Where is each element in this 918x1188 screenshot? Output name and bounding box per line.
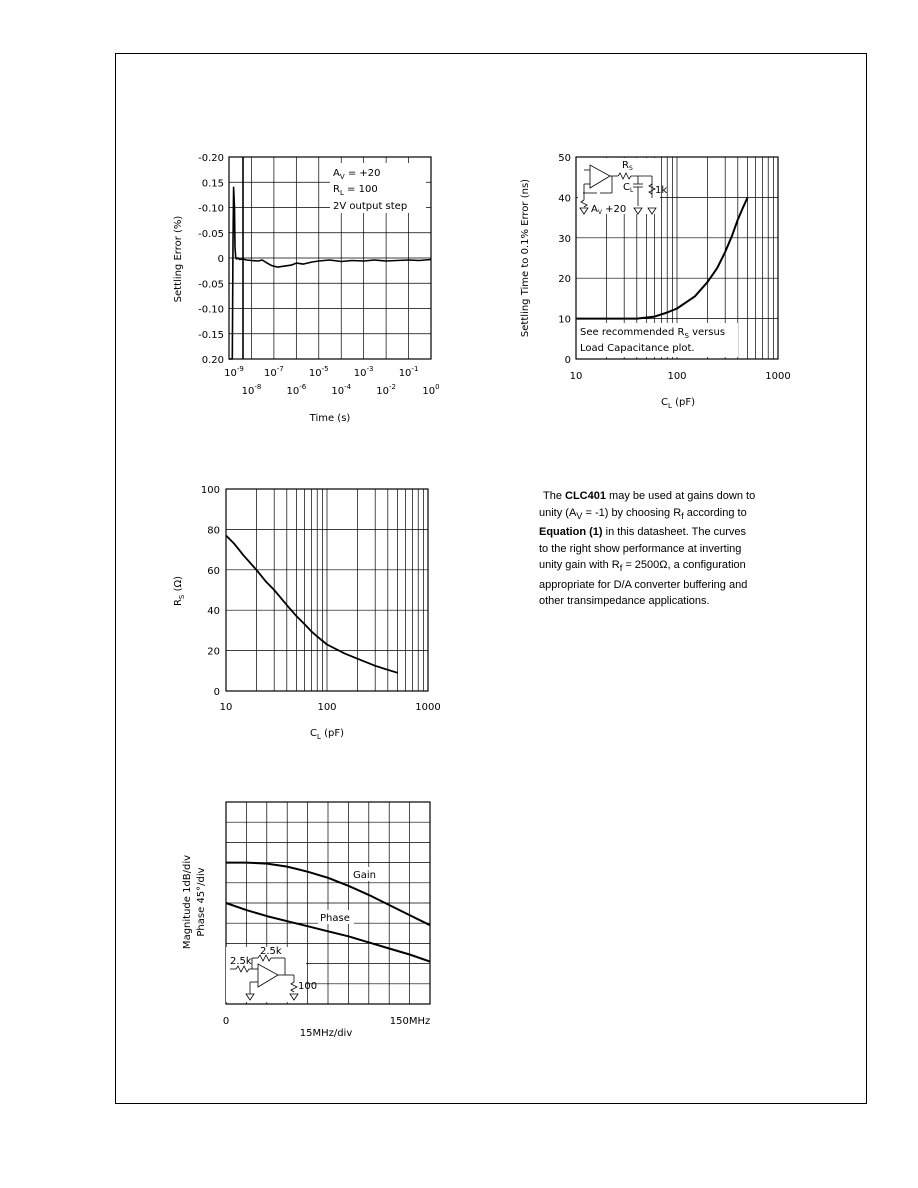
inset-label: $C_L$ (623, 182, 634, 194)
y-tick-label: -0.05 (198, 228, 224, 240)
y-tick-label: -0.10 (198, 203, 224, 215)
legend-line-load: $R_L = 100$ (333, 184, 378, 197)
note-line: Equation (1) in this datasheet. The curves (539, 526, 747, 539)
y-axis-label: Settling Error (%) (173, 215, 184, 303)
application-note (539, 488, 779, 610)
x-tick-label: $10^{-1}$ (398, 365, 419, 379)
y-tick-label: 0 (217, 254, 224, 265)
legend-line-step: 2V output step (333, 201, 408, 212)
y-tick-label: -0.15 (198, 329, 224, 341)
y-tick-label: -0.20 (198, 153, 224, 164)
tick-labels (223, 1016, 430, 1027)
inset-label: 2.5k (260, 946, 282, 957)
y-axis-label: Settling Time to 0.1% Error (ns) (520, 178, 531, 338)
inset-label: $A_V +20$ (591, 204, 627, 216)
y-tick-label: 30 (558, 233, 571, 245)
y-tick-label: 40 (558, 193, 571, 205)
x-axis-label: $C_L$ (pF) (310, 728, 344, 741)
inset-label: $R_S$ (622, 160, 633, 172)
y-tick-label: 20 (558, 274, 571, 286)
y-tick-label: -0.05 (198, 279, 224, 291)
y-axis-label-2: Phase 45°/div (196, 867, 207, 937)
y-tick-label: 40 (207, 606, 220, 618)
inset-label: 1k (655, 185, 668, 196)
y-tick-label: 0.20 (201, 355, 224, 366)
y-tick-label: 0 (564, 355, 571, 366)
note-line: other transimpedance applications. (539, 595, 710, 608)
series-label-phase: Phase (320, 913, 350, 924)
annotation-line-2: Load Capacitance plot. (580, 343, 695, 354)
x-tick-label: $10^{-4}$ (331, 383, 352, 397)
y-tick-label: 60 (207, 565, 220, 577)
x-tick-label: 0 (222, 1016, 230, 1027)
y-tick-label: -0.10 (198, 304, 224, 316)
x-tick-label: $10^{-7}$ (264, 365, 284, 379)
x-tick-label: 10 (569, 371, 583, 382)
x-tick-label: 10 (219, 702, 233, 713)
x-tick-label: $10^{-3}$ (353, 365, 374, 379)
x-tick-label: $10^{-6}$ (286, 383, 307, 397)
x-tick-label: 150MHz (389, 1016, 431, 1027)
inset-label: 100 (298, 981, 318, 992)
y-tick-label: 80 (207, 525, 220, 537)
note-line: unity gain with $R_f = 2500\Omega$, a configuration (539, 559, 746, 574)
x-tick-label: $10^{-8}$ (241, 383, 262, 397)
y-axis-label: $R_S$ (Ω) (173, 575, 186, 607)
x-tick-label: 1000 (415, 702, 441, 713)
note-line: The CLC401 may be used at gains down to (543, 490, 756, 502)
x-tick-label: 1000 (765, 371, 791, 382)
y-tick-label: 0 (213, 687, 220, 698)
y-axis-label: Magnitude 1dB/div (182, 854, 193, 950)
x-tick-label: $10^{-9}$ (224, 365, 244, 379)
x-tick-label: 100 (317, 702, 337, 713)
legend-line-gain: $A_V = +20$ (333, 168, 381, 181)
x-axis-label: 15MHz/div (299, 1028, 353, 1039)
y-tick-label: 10 (558, 314, 571, 326)
y-tick-label: 50 (558, 153, 571, 164)
x-axis-label: Time (s) (309, 413, 351, 424)
note-line: to the right show performance at inverting (539, 542, 742, 555)
annotation-line-1: See recommended $R_S$ versus (580, 327, 726, 340)
x-axis-label: $C_L$ (pF) (661, 397, 695, 410)
x-tick-label: $10^{-5}$ (308, 365, 329, 379)
x-tick-label: 100 (667, 371, 687, 382)
x-tick-label: $10^0$ (422, 383, 440, 397)
y-tick-label: 0.15 (201, 178, 224, 190)
inset-label: 2.5k (230, 956, 252, 967)
note-line: appropriate for D/A converter buffering and (539, 578, 748, 591)
x-tick-label: $10^{-2}$ (376, 383, 396, 397)
y-tick-label: 100 (200, 485, 220, 496)
y-tick-label: 20 (207, 646, 220, 658)
note-line: unity $(A_V = -1)$ by choosing $R_f$ according to (539, 506, 747, 521)
series-label-gain: Gain (353, 870, 376, 881)
